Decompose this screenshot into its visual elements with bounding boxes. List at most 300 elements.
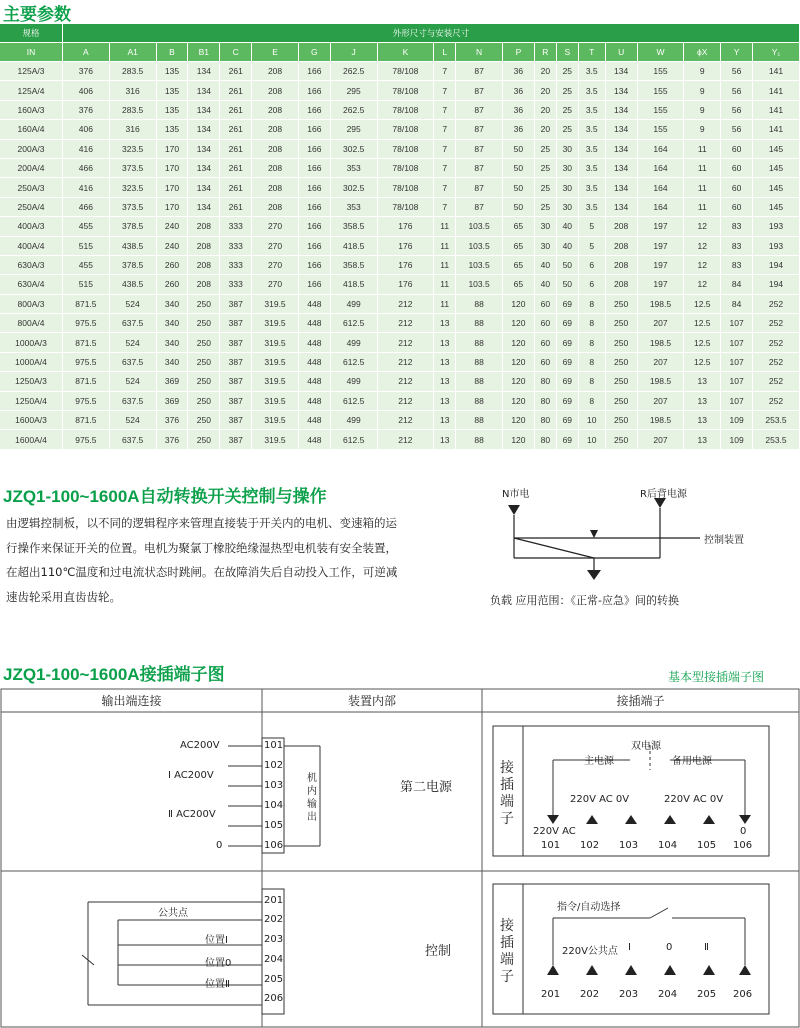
backup-power-label: 备用电源 [672,756,712,767]
table-cell: 10 [579,411,606,430]
column-header: IN [0,43,63,62]
table-cell: 141 [753,120,800,139]
table-cell: 8 [579,392,606,411]
table-cell: 69 [557,392,579,411]
column-header: T [579,43,606,62]
plug-label-top: 接插端子 [500,760,514,827]
table-cell: 11 [434,237,456,256]
table-cell: 145 [753,178,800,197]
table-cell: 141 [753,101,800,120]
table-cell: 250 [188,295,220,314]
table-cell: 103.5 [456,237,503,256]
table-cell: 120 [503,392,535,411]
table-cell: 166 [299,62,331,81]
table-cell: 319.5 [252,372,299,391]
table-cell: 373.5 [110,198,157,217]
table-cell: 166 [299,81,331,100]
table-cell: 170 [157,159,189,178]
table-cell: 406 [63,81,110,100]
plug-number-top: 102 [580,840,600,851]
table-cell: 50 [557,256,579,275]
table-cell: 208 [606,275,638,294]
table-cell: 212 [378,353,435,372]
table-cell: 78/108 [378,81,435,100]
table-cell: 208 [252,81,299,100]
table-cell: 60 [535,295,557,314]
table-cell: 387 [220,353,252,372]
table-cell: 400A/4 [0,237,63,256]
table-cell: 612.5 [331,353,378,372]
table-cell: 69 [557,295,579,314]
table-cell: 373.5 [110,159,157,178]
table-cell: 208 [188,256,220,275]
table-cell: 630A/3 [0,256,63,275]
table-cell: 69 [557,353,579,372]
table-cell: 155 [638,101,685,120]
column-header: L [434,43,456,62]
table-cell: 30 [557,198,579,217]
table-cell: 40 [535,256,557,275]
table-cell: 369 [157,372,189,391]
plug-number-top: 105 [697,840,717,851]
table-cell: 250 [606,314,638,333]
table-cell: 406 [63,120,110,139]
table-cell: 261 [220,81,252,100]
table-cell: 170 [157,198,189,217]
v-backup-label: 220V AC 0V [664,794,724,805]
table-cell: 50 [503,198,535,217]
table-cell: 261 [220,101,252,120]
table-cell: 87 [456,101,503,120]
table-cell: 36 [503,81,535,100]
table-cell: 3.5 [579,178,606,197]
column-header: E [252,43,299,62]
table-cell: 800A/4 [0,314,63,333]
table-cell: 134 [188,101,220,120]
table-cell: 455 [63,217,110,236]
table-cell: 30 [557,178,579,197]
table-cell: 134 [188,81,220,100]
table-cell: 12 [684,256,721,275]
table-cell: 145 [753,198,800,217]
table-cell: 160A/3 [0,101,63,120]
table-cell: 283.5 [110,101,157,120]
table-cell: 353 [331,198,378,217]
table-cell: 302.5 [331,178,378,197]
plug-label-bottom: 接插端子 [500,918,514,985]
column-header: Y₁ [753,43,800,62]
table-cell: 212 [378,314,435,333]
table-cell: 466 [63,159,110,178]
table-cell: 88 [456,353,503,372]
table-cell: 261 [220,62,252,81]
table-cell: 78/108 [378,198,435,217]
control-description: 由逻辑控制板，以不同的逻辑程序来管理直接装于开关内的电机、变速箱的运行操作来保证开关的位置。电机为聚氯丁橡胶绝缘湿热型电机装有安全装置，在超出110℃温度和过电流状态时跳闸。在故障消失后自动投入工作，可逆减速齿轮采用直齿齿轮。 [6,516,398,604]
table-cell: 65 [503,275,535,294]
table-cell: 134 [606,62,638,81]
table-cell: 12.5 [684,314,721,333]
table-cell: 448 [299,430,331,449]
table-cell: 60 [535,314,557,333]
column-header: R [535,43,557,62]
plug-number-bottom: 205 [697,989,717,1000]
table-cell: 448 [299,411,331,430]
table-cell: 250 [606,392,638,411]
column-header: N [456,43,503,62]
table-cell: 36 [503,101,535,120]
diagram-caption: 负载 应用范围：《正常-应急》间的转换 [490,594,679,607]
table-cell: 7 [434,140,456,159]
table-cell: 448 [299,353,331,372]
table-cell: 250 [606,372,638,391]
table-cell: 1250A/4 [0,392,63,411]
control-diagram [514,508,700,572]
table-cell: 12.5 [684,295,721,314]
table-cell: 323.5 [110,140,157,159]
table-cell: 40 [557,237,579,256]
table-cell: 125A/4 [0,81,63,100]
table-cell: 418.5 [331,237,378,256]
table-cell: 7 [434,178,456,197]
table-cell: 56 [721,101,753,120]
table-cell: 499 [331,372,378,391]
pos1-label: 位置Ⅰ [205,935,228,946]
left-label-ac: AC200V [180,740,220,751]
table-cell: 11 [684,178,721,197]
table-cell: 252 [753,372,800,391]
table-cell: 84 [721,275,753,294]
table-cell: 11 [434,256,456,275]
table-cell: 240 [157,217,189,236]
table-cell: 155 [638,81,685,100]
terminal-number: 106 [264,840,284,851]
column-header: S [557,43,579,62]
table-cell: 387 [220,295,252,314]
table-cell: 515 [63,275,110,294]
table-cell: 448 [299,295,331,314]
header-plug: 接插端子 [616,694,665,708]
table-cell: 250 [188,430,220,449]
table-cell: 13 [434,430,456,449]
table-cell: 166 [299,237,331,256]
table-cell: 8 [579,372,606,391]
table-cell: 30 [557,159,579,178]
table-cell: 198.5 [638,372,685,391]
table-cell: 250 [188,392,220,411]
table-cell: 78/108 [378,178,435,197]
table-cell: 103.5 [456,256,503,275]
table-cell: 88 [456,333,503,352]
specs-title: 主要参数 [3,5,71,24]
table-cell: 13 [684,411,721,430]
table-cell: 340 [157,295,189,314]
table-cell: 120 [503,430,535,449]
table-cell: 975.5 [63,392,110,411]
table-cell: 30 [535,237,557,256]
table-cell: 13 [434,372,456,391]
table-cell: 134 [606,178,638,197]
table-cell: 378.5 [110,217,157,236]
table-cell: 12.5 [684,353,721,372]
pos2-label: 位置Ⅱ [205,979,230,990]
pos0-label: 位置0 [205,958,232,969]
table-cell: 170 [157,178,189,197]
table-cell: 176 [378,275,435,294]
table-cell: 198.5 [638,411,685,430]
table-cell: 323.5 [110,178,157,197]
table-cell: 134 [606,140,638,159]
table-cell: 240 [157,237,189,256]
table-cell: 252 [753,295,800,314]
table-cell: 164 [638,198,685,217]
table-cell: 9 [684,81,721,100]
table-cell: 208 [252,120,299,139]
table-cell: 83 [721,256,753,275]
select-label: 指令/自动选择 [557,902,621,913]
table-cell: 400A/3 [0,217,63,236]
table-cell: 25 [557,62,579,81]
table-cell: 253.5 [753,411,800,430]
table-cell: 25 [535,198,557,217]
table-cell: 135 [157,101,189,120]
table-cell: 319.5 [252,295,299,314]
table-cell: 448 [299,392,331,411]
table-cell: 3.5 [579,81,606,100]
table-cell: 65 [503,256,535,275]
table-cell: 358.5 [331,256,378,275]
plug-number-bottom: 206 [733,989,753,1000]
table-cell: 20 [535,101,557,120]
table-cell: 78/108 [378,62,435,81]
dims-header-label: 外形尺寸与安装尺寸 [63,24,800,43]
table-cell: 378.5 [110,256,157,275]
table-cell: 524 [110,333,157,352]
table-cell: 87 [456,159,503,178]
table-cell: 193 [753,237,800,256]
table-cell: 56 [721,120,753,139]
table-cell: 261 [220,140,252,159]
table-cell: 83 [721,237,753,256]
table-cell: 78/108 [378,159,435,178]
table-cell: 8 [579,353,606,372]
table-cell: 60 [721,178,753,197]
table-cell: 166 [299,101,331,120]
table-cell: 11 [684,198,721,217]
plug-number-bottom: 201 [541,989,561,1000]
table-cell: 252 [753,392,800,411]
table-cell: 60 [535,333,557,352]
table-cell: 333 [220,217,252,236]
table-cell: 176 [378,256,435,275]
table-cell: 170 [157,140,189,159]
table-cell: 134 [606,81,638,100]
table-cell: 283.5 [110,62,157,81]
table-cell: 134 [606,120,638,139]
table-cell: 261 [220,120,252,139]
table-cell: 36 [503,62,535,81]
table-cell: 88 [456,314,503,333]
v-left-label: 220V AC [533,826,576,837]
table-cell: 145 [753,159,800,178]
table-cell: 1250A/3 [0,372,63,391]
table-cell: 448 [299,333,331,352]
table-cell: 387 [220,372,252,391]
table-cell: 871.5 [63,372,110,391]
table-cell: 418.5 [331,275,378,294]
table-cell: 103.5 [456,275,503,294]
table-cell: 208 [252,62,299,81]
table-cell: 120 [503,314,535,333]
table-cell: 333 [220,275,252,294]
table-cell: 416 [63,178,110,197]
table-cell: 212 [378,295,435,314]
table-cell: 319.5 [252,411,299,430]
terminal-number: 102 [264,760,284,771]
table-cell: 13 [434,314,456,333]
table-cell: 88 [456,411,503,430]
table-cell: 83 [721,217,753,236]
table-cell: 3.5 [579,62,606,81]
terminal-number: 204 [264,954,284,965]
table-cell: 40 [535,275,557,294]
table-cell: 25 [557,120,579,139]
table-cell: 197 [638,217,685,236]
table-cell: 88 [456,372,503,391]
table-cell: 69 [557,333,579,352]
header-output: 输出端连接 [101,694,162,708]
table-cell: 134 [188,140,220,159]
dual-power-label: 双电源 [631,741,661,752]
table-cell: 316 [110,81,157,100]
table-cell: 60 [535,353,557,372]
table-cell: 12 [684,217,721,236]
table-cell: 13 [684,430,721,449]
table-cell: 107 [721,372,753,391]
table-cell: 60 [721,198,753,217]
table-cell: 208 [188,217,220,236]
table-cell: 87 [456,120,503,139]
table-cell: 103.5 [456,217,503,236]
table-cell: 316 [110,120,157,139]
table-cell: 120 [503,333,535,352]
table-cell: 5 [579,237,606,256]
table-cell: 198.5 [638,295,685,314]
table-cell: 120 [503,353,535,372]
table-cell: 252 [753,314,800,333]
table-cell: 50 [557,275,579,294]
table-cell: 194 [753,275,800,294]
table-cell: 87 [456,198,503,217]
table-cell: 11 [434,295,456,314]
table-cell: 50 [503,140,535,159]
table-cell: 212 [378,372,435,391]
table-cell: 369 [157,392,189,411]
table-cell: 134 [188,178,220,197]
table-cell: 80 [535,392,557,411]
table-cell: 262.5 [331,62,378,81]
common-220-label: 220V公共点 [562,946,618,957]
table-cell: 212 [378,411,435,430]
table-cell: 120 [503,295,535,314]
table-cell: 125A/3 [0,62,63,81]
table-cell: 250 [188,411,220,430]
table-cell: 25 [557,81,579,100]
table-cell: 975.5 [63,314,110,333]
plug-number-top: 101 [541,840,561,851]
table-cell: 9 [684,62,721,81]
table-cell: 25 [535,159,557,178]
table-cell: 208 [252,198,299,217]
main-power-label: 主电源 [584,756,614,767]
table-cell: 164 [638,159,685,178]
table-cell: 438.5 [110,237,157,256]
table-cell: 250A/4 [0,198,63,217]
table-cell: 166 [299,198,331,217]
table-cell: 88 [456,295,503,314]
arrow-load-icon [587,570,601,580]
table-cell: 261 [220,178,252,197]
table-cell: 207 [638,314,685,333]
table-cell: 6 [579,275,606,294]
table-cell: 200A/3 [0,140,63,159]
spec-header-label: 规格 [0,24,63,43]
terminal-number: 103 [264,780,284,791]
table-cell: 1000A/3 [0,333,63,352]
table-cell: 145 [753,140,800,159]
terminal-number: 206 [264,993,284,1004]
table-cell: 12 [684,237,721,256]
table-cell: 3.5 [579,140,606,159]
table-cell: 871.5 [63,411,110,430]
table-cell: 637.5 [110,314,157,333]
table-cell: 353 [331,159,378,178]
table-cell: 78/108 [378,101,435,120]
table-cell: 107 [721,353,753,372]
table-cell: 499 [331,411,378,430]
table-cell: 612.5 [331,314,378,333]
table-cell: 134 [188,159,220,178]
table-cell: 208 [188,237,220,256]
table-cell: 871.5 [63,333,110,352]
table-cell: 387 [220,411,252,430]
table-cell: 88 [456,430,503,449]
plug-number-top: 103 [619,840,639,851]
table-cell: 78/108 [378,120,435,139]
table-cell: 208 [606,256,638,275]
table-cell: 448 [299,372,331,391]
table-cell: 515 [63,237,110,256]
table-cell: 69 [557,411,579,430]
table-cell: 7 [434,101,456,120]
table-cell: 198.5 [638,333,685,352]
terminal-number: 105 [264,820,284,831]
table-cell: 107 [721,314,753,333]
table-cell: 340 [157,353,189,372]
table-cell: 262.5 [331,101,378,120]
table-cell: 358.5 [331,217,378,236]
table-cell: 499 [331,295,378,314]
table-cell: 134 [188,120,220,139]
table-cell: 13 [684,372,721,391]
table-cell: 208 [252,159,299,178]
table-cell: 466 [63,198,110,217]
table-cell: 134 [188,198,220,217]
table-cell: 200A/4 [0,159,63,178]
table-cell: 319.5 [252,430,299,449]
table-cell: 261 [220,198,252,217]
table-cell: 416 [63,140,110,159]
table-cell: 197 [638,256,685,275]
